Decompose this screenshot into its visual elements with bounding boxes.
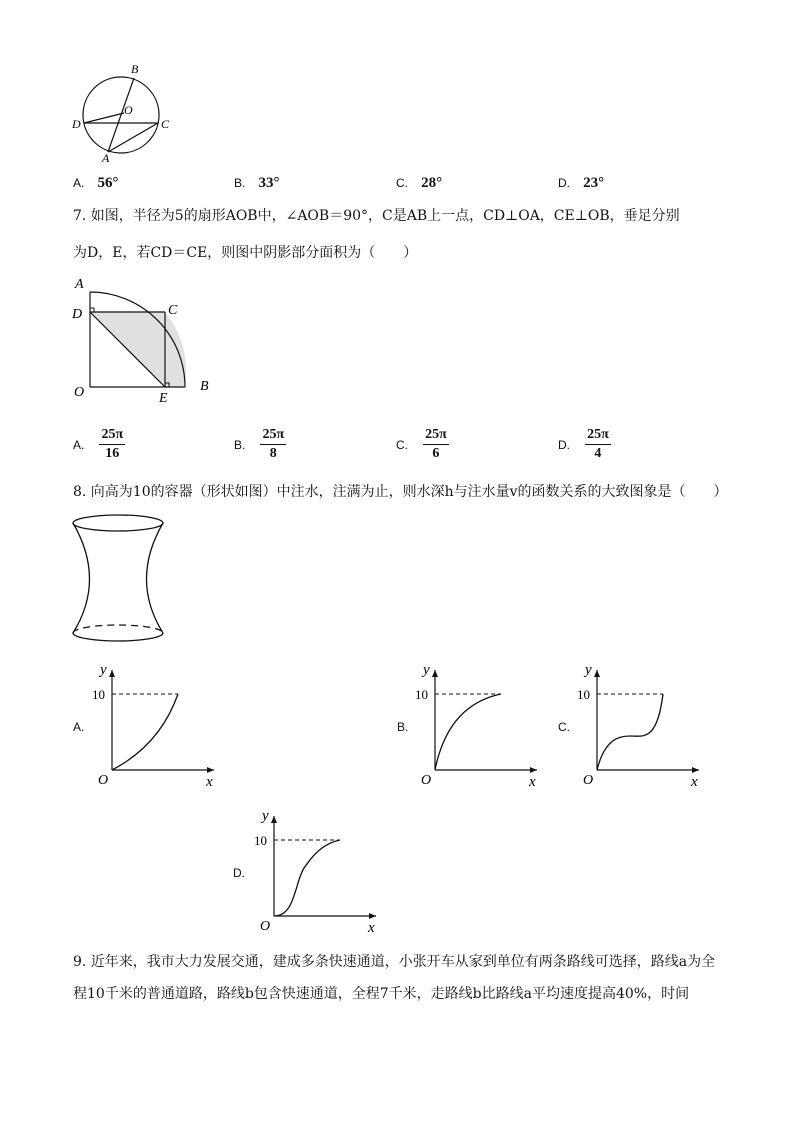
fraction-numerator: 25π — [99, 426, 125, 445]
axis-origin: O — [583, 773, 594, 788]
fraction — [423, 426, 449, 463]
option-value: 28° — [421, 175, 443, 191]
q7-option-a[interactable] — [73, 426, 125, 463]
fraction-numerator: 25π — [260, 426, 286, 445]
q8-container-figure — [68, 510, 172, 648]
axis-y-label: y — [423, 662, 430, 678]
q6-circle-figure — [66, 60, 176, 165]
q6-option-c[interactable] — [396, 172, 442, 192]
q7-point-C: C — [168, 303, 178, 318]
axis-origin: O — [421, 773, 432, 788]
q9-text-line1: 9. 近年来，我市大力发展交通，建成多条快速通道，小张开车从家到单位有两条路线可选择，路线a为全 — [73, 954, 716, 970]
option-value: 33° — [258, 175, 280, 191]
option-label: A. — [73, 438, 85, 452]
q7-text-line2: 为D，E，若CD＝CE，则图中阴影部分面积为（ ） — [73, 245, 418, 261]
option-label: A. — [73, 176, 85, 190]
axis-tick-10: 10 — [92, 687, 105, 702]
q8-text: 8. 向高为10的容器（形状如图）中注水，注满为止，则水深h与注水量v的函数关系的大致图象是（ ） — [73, 484, 728, 500]
q7-point-E: E — [159, 391, 168, 402]
axis-y-label: y — [585, 662, 592, 678]
axis-y-label: y — [262, 808, 269, 824]
q6-point-C: C — [161, 117, 170, 131]
q9-text-line2: 程10千米的普通道路，路线b包含快速通道，全程7千米，走路线b比路线a平均速度提高40%，时间 — [73, 986, 690, 1002]
option-label: D. — [558, 438, 570, 452]
fraction — [585, 426, 611, 463]
fraction-denominator: 4 — [594, 446, 602, 461]
axis-origin: O — [260, 919, 271, 934]
q7-option-d[interactable] — [558, 426, 611, 463]
q7-option-b[interactable] — [234, 426, 286, 463]
q8-option-c-graph[interactable] — [575, 660, 705, 790]
axis-x-label: x — [529, 774, 536, 790]
q6-option-a[interactable] — [73, 172, 118, 192]
fraction-numerator: 25π — [585, 426, 611, 445]
option-label: C. — [396, 176, 408, 190]
q8-option-a-label[interactable]: A. — [73, 720, 85, 734]
axis-y-label: y — [100, 662, 107, 678]
q6-point-B: B — [131, 62, 139, 76]
axis-x-label: x — [206, 774, 213, 790]
option-value: 56° — [97, 175, 119, 191]
q7-option-c[interactable] — [396, 426, 449, 463]
option-value: 23° — [583, 175, 605, 191]
q6-point-D: D — [72, 117, 81, 131]
fraction — [99, 426, 125, 463]
axis-x-label: x — [368, 920, 375, 936]
fraction-denominator: 8 — [269, 446, 277, 461]
fraction-denominator: 6 — [432, 446, 440, 461]
q8-option-d-graph[interactable] — [252, 806, 382, 936]
q6-option-b[interactable] — [234, 172, 279, 192]
fraction-denominator: 16 — [105, 446, 120, 461]
q7-text-line1: 7. 如图，半径为5的扇形AOB中，∠AOB＝90°，C是AB上一点，CD⊥OA，CE⊥OB，垂足分别 — [73, 208, 680, 224]
axis-tick-10: 10 — [254, 833, 267, 848]
axis-tick-10: 10 — [577, 687, 590, 702]
q7-point-B: B — [200, 379, 209, 394]
axis-tick-10: 10 — [415, 687, 428, 702]
q7-point-D: D — [72, 307, 83, 322]
q8-option-b-label[interactable]: B. — [397, 720, 409, 734]
q6-point-O: O — [124, 103, 133, 117]
fraction-numerator: 25π — [423, 426, 449, 445]
q7-sector-figure — [70, 272, 220, 402]
q8-option-a-graph[interactable] — [90, 660, 220, 790]
option-label: B. — [234, 176, 246, 190]
q8-option-d-label[interactable]: D. — [233, 866, 245, 880]
fraction — [260, 426, 286, 463]
option-label: C. — [396, 438, 408, 452]
q6-point-A: A — [102, 151, 110, 165]
q7-point-A: A — [75, 277, 84, 292]
option-label: D. — [558, 176, 570, 190]
q6-option-d[interactable] — [558, 172, 604, 192]
axis-x-label: x — [691, 774, 698, 790]
axis-origin: O — [98, 773, 109, 788]
q7-point-O: O — [74, 385, 85, 400]
q8-option-c-label[interactable]: C. — [558, 720, 570, 734]
q8-option-b-graph[interactable] — [413, 660, 543, 790]
option-label: B. — [234, 438, 246, 452]
